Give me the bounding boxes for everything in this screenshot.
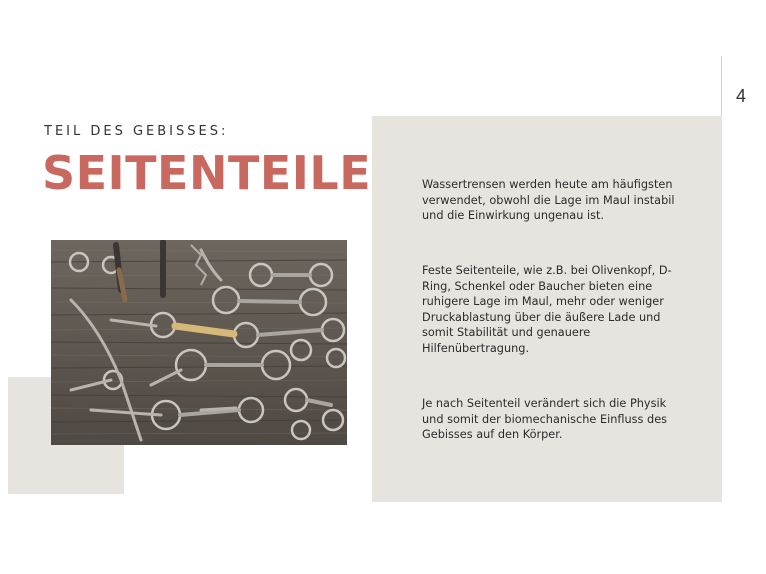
paragraph-physics: Je nach Seitenteil verändert sich die Physik und somit der biomechanische Einfluss des Gebisses auf den Körper. bbox=[422, 397, 668, 441]
bits-photo bbox=[51, 240, 347, 445]
slide-subtitle: TEIL DES GEBISSES: bbox=[44, 124, 229, 139]
slide-title: SEITENTEILE bbox=[42, 146, 372, 200]
page-number: 4 bbox=[736, 86, 747, 106]
paragraph-fixed-cheeks: Feste Seitenteile, wie z.B. bei Olivenkopf, D-Ring, Schenkel oder Baucher bieten eine ruhigere Lage im Maul, mehr oder weniger Druckablastung über die äußere Lade und somit Stabilität und genauere Hilfenübertragung. bbox=[422, 264, 672, 355]
paragraph-snaffle: Wassertrensen werden heute am häufigsten verwendet, obwohl die Lage im Maul instabil und die Einwirkung ungenau ist. bbox=[422, 178, 675, 222]
horse-bits-image bbox=[51, 240, 347, 445]
